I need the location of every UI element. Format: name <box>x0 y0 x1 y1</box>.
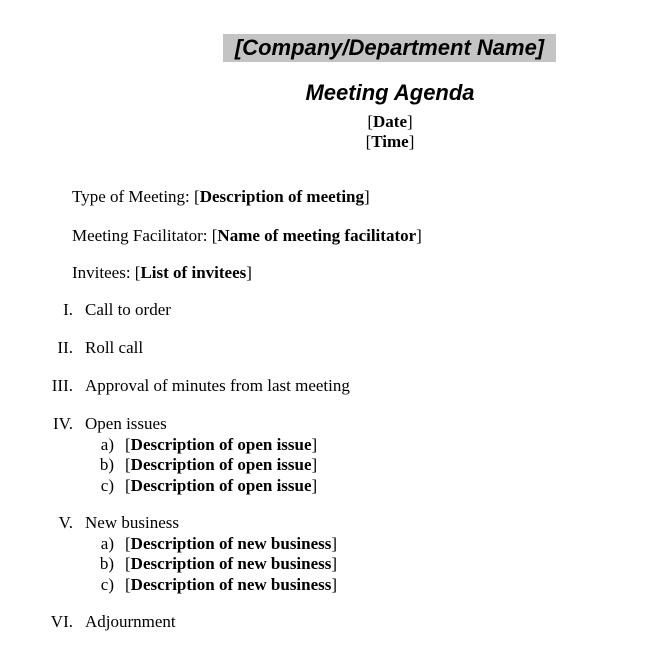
sub-item-letter: a) <box>100 435 114 454</box>
sub-item-letter: b) <box>99 455 114 474</box>
item-text: New business <box>85 513 179 532</box>
facilitator-label: Meeting Facilitator: <box>72 226 212 245</box>
meeting-type-value: Description of meeting <box>199 187 365 206</box>
invitees-value: List of invitees <box>140 263 247 282</box>
item-text: Roll call <box>85 338 144 357</box>
item-number: V. <box>58 513 73 532</box>
invitees-label: Invitees: <box>72 263 135 282</box>
meeting-time: [Time] <box>365 132 415 151</box>
sub-item-placeholder: Description of new business <box>130 575 332 594</box>
sub-item-letter: c) <box>100 476 114 495</box>
sub-item-placeholder: Description of open issue <box>130 435 312 454</box>
date-placeholder: Date <box>373 112 407 131</box>
sub-item-text: [Description of open issue] <box>125 476 318 495</box>
item-number: VI. <box>50 612 73 631</box>
sub-item-letter: b) <box>99 554 114 573</box>
item-text: Open issues <box>85 414 167 433</box>
item-number: III. <box>51 376 73 395</box>
document-title: Meeting Agenda <box>305 80 475 105</box>
sub-item-letter: c) <box>100 575 114 594</box>
sub-item-placeholder: Description of open issue <box>130 455 312 474</box>
meeting-type-label: Type of Meeting: <box>72 187 195 206</box>
item-text: Adjournment <box>85 612 176 631</box>
item-number: II. <box>57 338 73 357</box>
sub-item-placeholder: Description of new business <box>130 534 332 553</box>
sub-item-text: [Description of open issue] <box>125 455 318 474</box>
invitees-line: Invitees: [List of invitees] <box>72 263 252 282</box>
sub-item-text: [Description of new business] <box>125 534 338 553</box>
item-text: Call to order <box>85 300 171 319</box>
sub-item-placeholder: Description of open issue <box>130 476 312 495</box>
time-placeholder: Time <box>371 132 409 151</box>
sub-item-placeholder: Description of new business <box>130 554 332 573</box>
company-name: [Company/Department Name] <box>223 34 556 62</box>
sub-item-text: [Description of open issue] <box>125 435 318 454</box>
meeting-type-line: Type of Meeting: [Description of meeting] <box>72 187 370 206</box>
facilitator-line: Meeting Facilitator: [Name of meeting facilitator] <box>72 226 422 245</box>
item-number: IV. <box>53 414 73 433</box>
sub-item-text: [Description of new business] <box>125 554 338 573</box>
meeting-date: [Date] <box>367 112 413 131</box>
sub-item-text: [Description of new business] <box>125 575 338 594</box>
sub-item-letter: a) <box>100 534 114 553</box>
facilitator-value: Name of meeting facilitator <box>217 226 417 245</box>
item-text: Approval of minutes from last meeting <box>85 376 350 395</box>
item-number: I. <box>63 300 73 319</box>
